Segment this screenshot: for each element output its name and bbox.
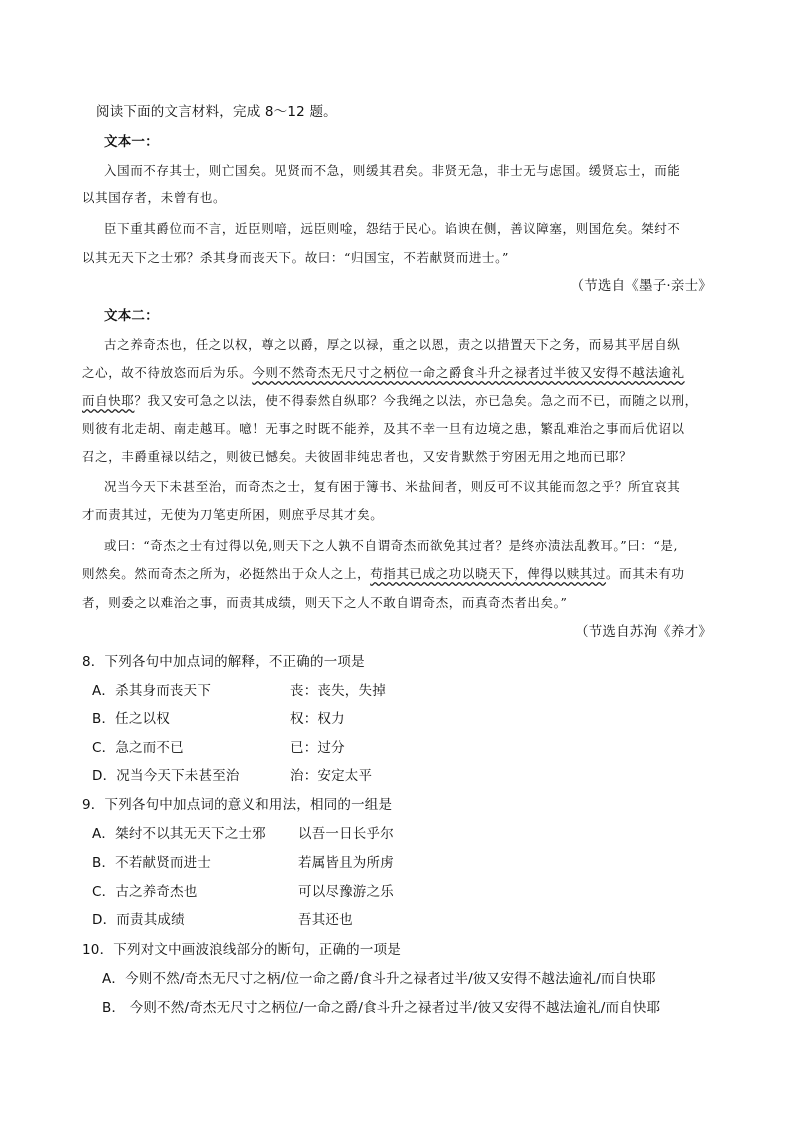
text2-plain-segment: 之心，故不待放恣而后为乐。	[82, 365, 253, 380]
question-10-option-a: A．今则不然/奇杰无尺寸之柄/位一命之爵/食斗升之禄者过半/彼又安得不越法逾礼/而自快耶	[102, 971, 656, 987]
text2-paragraph3-line: 或曰：“奇杰之士有过得以免,则天下之人孰不自谓奇杰而欲免其过者？是终亦渍法乱教耳。”曰：“是,	[104, 538, 679, 553]
text1-paragraph1-line: 入国而不存其士，则亡国矣。见贤而不急，则缓其君矣。非贤无急，非士无与虑国。缓贤忘士，而能	[104, 163, 681, 178]
question-8-option-d-gloss: 治：安定太平	[290, 768, 373, 784]
text2-heading: 文本二：	[104, 308, 159, 324]
question-8-option-b-gloss: 权：权力	[290, 711, 345, 727]
question-8-option-d: D．况当今天下未甚至治	[92, 768, 240, 784]
wavy-underlined-passage: 今则不然奇杰无尺寸之柄位一命之爵食斗升之禄者过半彼又安得不越法逾礼	[252, 365, 685, 380]
text2-plain-segment: ？我又安可急之以法，使不得泰然自纵耶？今我绳之以法，亦已急矣。急之而不已，而随之以刑，	[134, 393, 698, 408]
question-8-option-c-gloss: 已：过分	[290, 740, 345, 756]
question-9-option-b-compare: 若属皆且为所虏	[298, 855, 394, 871]
text1-heading: 文本一：	[104, 134, 159, 150]
wavy-underlined-passage-end: 而自快耶	[82, 393, 135, 408]
text2-paragraph1-line: 召之，丰爵重禄以结之，则彼已憾矣。夫彼固非纯忠者也，又安肯默然于穷困无用之地而已耶？	[82, 449, 633, 464]
question-8-stem: 8．下列各句中加点词的解释，不正确的一项是	[82, 654, 365, 670]
question-9-option-c: C．古之养奇杰也	[92, 884, 198, 900]
question-10-option-b: B． 今则不然/奇杰无尺寸之柄位/一命之爵/食斗升之禄者过半/彼又安得不越法逾礼/而自快耶	[102, 1000, 661, 1016]
question-9-stem: 9．下列各句中加点词的意义和用法，相同的一组是	[82, 797, 393, 813]
text2-paragraph1-line: 则彼有北走胡、南走越耳。噫！无事之时既不能养，及其不幸一旦有边境之患，繁乱难治之事而后优诏以	[82, 421, 685, 436]
question-9-option-b: B．不若献贤而进士	[92, 855, 212, 871]
text2-paragraph1-line	[82, 364, 685, 382]
question-9-option-a-compare: 以吾一日长乎尔	[298, 826, 394, 842]
text2-paragraph3-line: 者，则委之以难治之事，而责其成绩，则天下之人不敢自谓奇杰，而真奇杰者出矣。”	[82, 595, 568, 610]
question-9-option-d: D．而责其成绩	[92, 912, 185, 928]
question-9-option-d-compare: 吾其还也	[298, 912, 353, 928]
text2-plain-segment: 则然矣。然而奇杰之所为，必挺然出于众人之上，	[82, 566, 371, 581]
question-8-option-b: B．任之以权	[92, 711, 170, 727]
text2-paragraph1-line: 古之养奇杰也，任之以权，尊之以爵，厚之以禄，重之以恩，责之以措置天下之务，而易其平居自纵	[104, 337, 681, 352]
question-9-option-c-compare: 可以尽豫游之乐	[298, 884, 394, 900]
question-8-option-c: C．急之而不已	[92, 740, 184, 756]
question-10-stem: 10．下列对文中画波浪线部分的断句，正确的一项是	[82, 942, 401, 958]
text2-paragraph3-line	[82, 565, 685, 583]
text2-source: （节选自苏洵《养才》	[575, 624, 712, 640]
text2-paragraph1-line	[82, 392, 698, 410]
text1-paragraph2-line: 以其无天下之士邪？杀其身而丧天下。故曰：“归国宝，不若献贤而进士。”	[82, 250, 509, 265]
question-8-option-a: A．杀其身而丧天下	[92, 683, 212, 699]
question-9-option-a: A．桀纣不以其无天下之士邪	[92, 826, 266, 842]
underlined-translation-sentence: 苟指其已成之功以晓天下，俾得以赎其过	[370, 566, 607, 581]
text1-source: （节选自《墨子·亲士》	[570, 278, 712, 294]
text1-paragraph2-line: 臣下重其爵位而不言，近臣则喑，远臣则唫，怨结于民心。谄谀在侧，善议障塞，则国危矣。桀纣不	[104, 221, 681, 236]
text2-paragraph2-line: 才而责其过，无使为刀笔吏所困，则庶乎尽其才矣。	[82, 507, 384, 522]
text2-plain-segment: 。而其未有功	[606, 566, 685, 581]
text1-paragraph1-line: 以其国存者，未曾有也。	[82, 190, 227, 205]
question-8-option-a-gloss: 丧：丧失，失掉	[290, 683, 386, 699]
text2-paragraph2-line: 况当今天下未甚至治，而奇杰之士，复有困于簿书、米盐间者，则反可不议其能而忽之乎？所宜哀其	[104, 479, 681, 494]
intro-instruction: 阅读下面的文言材料，完成 8～12 题。	[96, 104, 337, 120]
